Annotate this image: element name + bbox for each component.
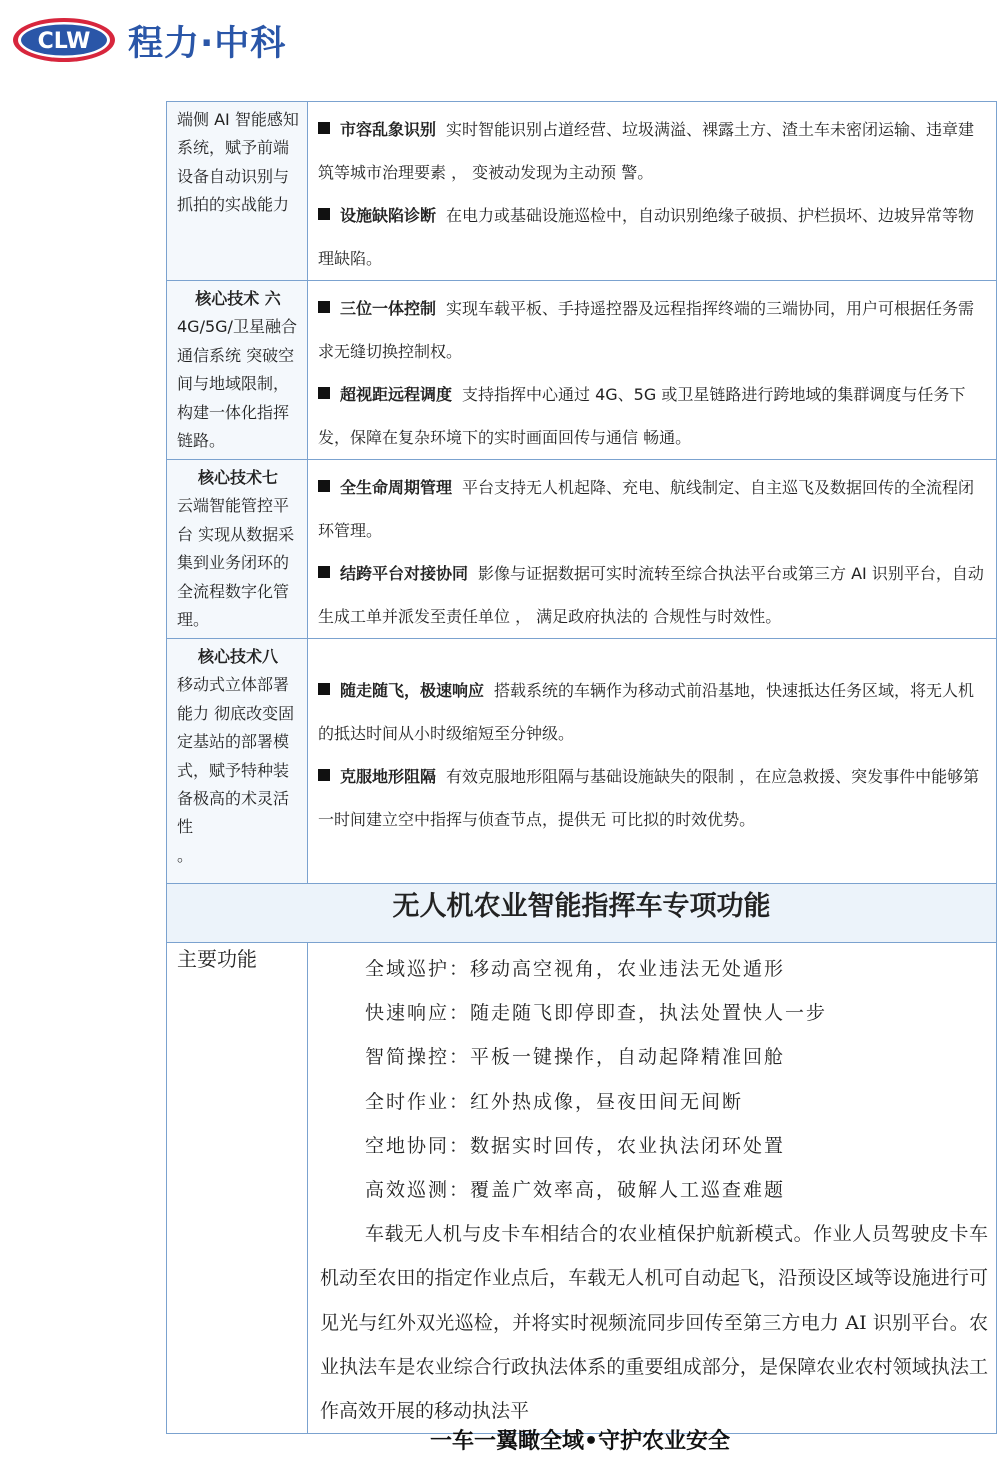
tech-detail-cell: [308, 281, 997, 460]
features-label-cell: [167, 943, 308, 1434]
tech-description: 移动式立体部署能力 彻底改变固定基站的部署模式，赋予特种装备极高的术灵活性: [177, 675, 295, 837]
tech-row: [167, 102, 997, 281]
tech-detail-cell: [308, 102, 997, 281]
feature-item: [318, 108, 988, 194]
tech-heading: 核心技术八: [197, 647, 278, 666]
tech-label-cell: [167, 102, 308, 281]
footer-slogan-bar: [0, 1424, 1000, 1455]
tech-description: 云端智能管控平台 实现从数据采集到业务闭环的全流程数字化管理。: [177, 496, 295, 630]
feature-text: 平台支持无人机起降、充电、航线制定、自主巡飞及数据回传的全流程闭环管理。: [318, 478, 975, 540]
feature-title: 三位一体控制: [340, 299, 437, 318]
feature-line: 全时作业：红外热成像，昼夜田间无间断: [365, 1090, 744, 1113]
feature-title: 超视距远程调度: [340, 385, 453, 404]
tech-detail-cell: [308, 460, 997, 639]
feature-item: [318, 669, 988, 755]
square-bullet-icon: [318, 769, 330, 781]
tech-description: 4G/5G/卫星融合通信系统 突破空间与地域限制，构建一体化指挥链路。: [177, 317, 297, 451]
square-bullet-icon: [318, 122, 330, 134]
feature-title: 设施缺陷诊断: [340, 206, 437, 225]
features-detail-cell: [308, 943, 997, 1434]
feature-text: 支持指挥中心通过 4G、5G 或卫星链路进行跨地域的集群调度与任务下发，保障在复杂环境下的实时画面回传与通信 畅通。: [318, 385, 966, 447]
feature-line: 空地协同：数据实时回传，农业执法闭环处置: [365, 1134, 786, 1157]
feature-text: 实时智能识别占道经营、垃圾满溢、裸露土方、渣土车未密闭运输、违章建筑等城市治理要素 ， 变被动发现为主动预 警。: [318, 120, 975, 182]
feature-item: [318, 552, 988, 638]
feature-item: [318, 373, 988, 459]
tech-description: 端侧 AI 智能感知系统，赋予前端设备自动识别与抓拍的实战能力: [177, 110, 299, 215]
square-bullet-icon: [318, 566, 330, 578]
features-row: [167, 943, 997, 1434]
tech-row: [167, 639, 997, 884]
feature-title: 随走随飞，极速响应: [340, 681, 485, 700]
feature-title: 市容乱象识别: [340, 120, 437, 139]
svg-text:CLW: CLW: [37, 29, 91, 54]
feature-text: 有效克服地形阻隔与基础设施缺失的限制 ，在应急救援、突发事件中能够第一时间建立空中指挥与侦查节点，提供无 可比拟的时效优势。: [318, 767, 980, 829]
clw-logo: [12, 17, 116, 63]
feature-line: 智简操控：平板一键操作，自动起降精准回舱: [365, 1046, 786, 1069]
feature-title: 全生命周期管理: [340, 478, 453, 497]
square-bullet-icon: [318, 683, 330, 695]
tech-trailing-mark: 。: [177, 845, 194, 865]
footer-slogan: 一车一翼瞰全域•守护农业安全: [429, 1429, 731, 1454]
feature-text: 搭载系统的车辆作为移动式前沿基地，快速抵达任务区域，将无人机的抵达时间从小时级缩短至分钟级。: [318, 681, 975, 743]
square-bullet-icon: [318, 301, 330, 313]
feature-text: 在电力或基础设施巡检中，自动识别绝缘子破损、护栏损坏、边坡异常等物理缺陷。: [318, 206, 975, 268]
tech-heading: 核心技术七: [197, 468, 278, 487]
tech-row: [167, 460, 997, 639]
section-title: 无人机农业智能指挥车专项功能: [392, 891, 771, 922]
feature-line: 高效巡测：覆盖广效率高，破解人工巡查难题: [365, 1179, 786, 1202]
tech-table: [166, 101, 997, 1434]
tech-heading: 核心技术 六: [195, 289, 281, 308]
feature-item: [318, 466, 988, 552]
features-label: 主要功能: [177, 947, 257, 971]
brand-name: 程力·中科: [128, 24, 287, 64]
square-bullet-icon: [318, 387, 330, 399]
feature-item: [318, 287, 988, 373]
section-band: [167, 884, 997, 943]
tech-label-cell: [167, 460, 308, 639]
features-paragraph: 车载无人机与皮卡车相结合的农业植保护航新模式。作业人员驾驶皮卡车机动至农田的指定作业点后，车载无人机可自动起飞，沿预设区域等设施进行可见光与红外双光巡检，并将实时视频流同步回传至第三方电力 AI 识别平台。农业执法车是农业综合行政执法体系的重要组成部分，是保障农业农村领域执法工作高效开展的移动执法平: [320, 1223, 988, 1423]
square-bullet-icon: [318, 480, 330, 492]
feature-line: 全域巡护：移动高空视角，农业违法无处遁形: [365, 958, 786, 980]
tech-label-cell: [167, 639, 308, 884]
section-band-row: [167, 884, 997, 943]
square-bullet-icon: [318, 208, 330, 220]
feature-text: 影像与证据数据可实时流转至综合执法平台或第三方 AI 识别平台，自动生成工单并派发至责任单位 ， 满足政府执法的 合规性与时效性。: [318, 564, 984, 626]
feature-text: 实现车载平板、手持遥控器及远程指挥终端的三端协同，用户可根据任务需求无缝切换控制权。: [318, 299, 975, 361]
tech-row: [167, 281, 997, 460]
tech-label-cell: [167, 281, 308, 460]
feature-item: [318, 755, 988, 841]
feature-line: 快速响应：随走随飞即停即查，执法处置快人一步: [365, 1002, 828, 1025]
page-header: [0, 0, 1000, 80]
feature-item: [318, 194, 988, 280]
feature-title: 克服地形阻隔: [340, 767, 437, 786]
tech-detail-cell: [308, 639, 997, 884]
feature-title: 结跨平台对接协同: [340, 564, 469, 583]
